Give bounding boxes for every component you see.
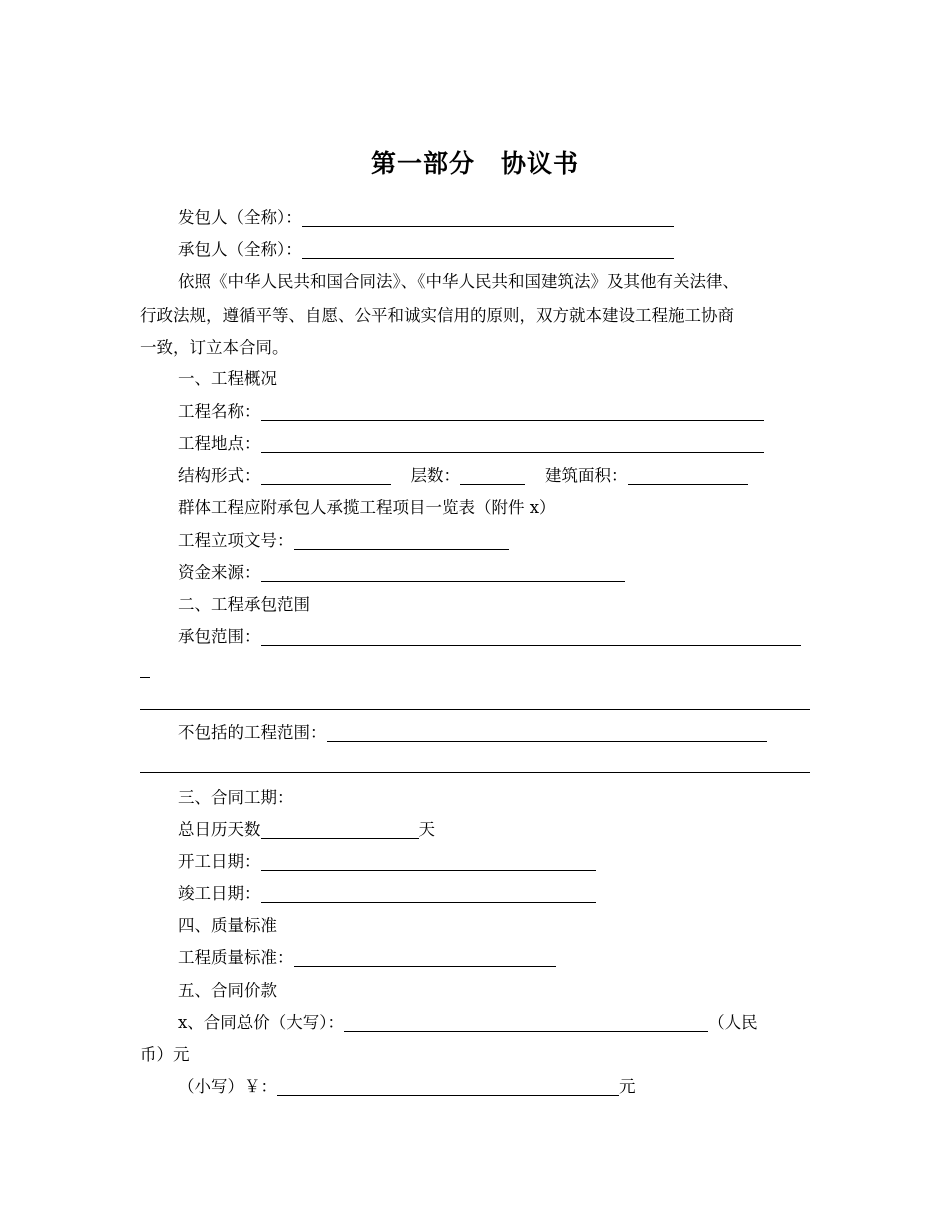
employer-blank[interactable]	[302, 209, 674, 227]
completion-date-row	[178, 884, 596, 904]
funding-blank[interactable]	[261, 564, 625, 582]
total-price-row	[178, 1013, 758, 1033]
funding-row	[178, 563, 625, 583]
quality-label: 工程质量标准：	[178, 948, 294, 967]
section5-heading: 五、合同价款	[178, 981, 277, 1000]
total-price-label: x、合同总价（大写）：	[178, 1013, 345, 1032]
lowercase-price-unit: 元	[619, 1077, 636, 1096]
contractor-row	[178, 240, 674, 260]
completion-date-label: 竣工日期：	[178, 884, 261, 903]
funding-label: 资金来源：	[178, 563, 261, 582]
scope-row	[178, 627, 801, 647]
quality-blank[interactable]	[294, 949, 556, 967]
area-blank[interactable]	[628, 467, 748, 485]
quality-row	[178, 948, 556, 968]
section3-heading: 三、合同工期：	[178, 788, 294, 807]
preamble-line-3: 一致，订立本合同。	[140, 338, 289, 357]
scope-continuation-line[interactable]	[140, 709, 810, 710]
total-price-blank[interactable]	[344, 1014, 708, 1032]
lowercase-price-row	[178, 1077, 636, 1097]
approval-no-blank[interactable]	[294, 532, 509, 550]
total-days-row	[178, 820, 435, 840]
approval-no-label: 工程立项文号：	[178, 531, 294, 550]
completion-date-blank[interactable]	[261, 885, 596, 903]
section2-heading: 二、工程承包范围	[178, 595, 310, 614]
project-name-blank[interactable]	[261, 403, 764, 421]
currency-part1: （人民	[708, 1013, 758, 1032]
total-days-blank[interactable]	[261, 821, 419, 839]
floors-label: 层数：	[410, 466, 460, 485]
start-date-label: 开工日期：	[178, 852, 261, 871]
employer-label: 发包人（全称）：	[178, 208, 302, 227]
floors-blank[interactable]	[460, 467, 525, 485]
scope-label: 承包范围：	[178, 627, 261, 646]
project-name-row	[178, 402, 764, 422]
currency-part2: 币）元	[140, 1045, 190, 1064]
contractor-blank[interactable]	[302, 241, 674, 259]
employer-row	[178, 208, 674, 228]
group-note: 群体工程应附承包人承揽工程项目一览表（附件 x）	[178, 498, 556, 517]
start-date-blank[interactable]	[261, 853, 596, 871]
start-date-row	[178, 852, 596, 872]
preamble-line-2: 行政法规，遵循平等、自愿、公平和诚实信用的原则，双方就本建设工程施工协商	[140, 306, 734, 325]
project-name-label: 工程名称：	[178, 402, 261, 421]
excluded-label: 不包括的工程范围：	[178, 723, 327, 742]
structure-label: 结构形式：	[178, 466, 261, 485]
structure-row	[178, 466, 748, 486]
scope-continuation-dash	[140, 677, 150, 678]
total-days-label: 总日历天数	[178, 820, 261, 839]
page-title: 第一部分 协议书	[370, 149, 579, 178]
area-label: 建筑面积：	[545, 466, 628, 485]
project-location-blank[interactable]	[261, 435, 764, 453]
scope-blank[interactable]	[261, 628, 801, 646]
total-days-unit: 天	[418, 820, 435, 839]
section4-heading: 四、质量标准	[178, 916, 277, 935]
excluded-continuation-line[interactable]	[140, 772, 810, 773]
structure-blank[interactable]	[261, 467, 391, 485]
excluded-row	[178, 723, 767, 743]
preamble-line-1: 依照《中华人民共和国合同法》、《中华人民共和国建筑法》及其他有关法律、	[178, 272, 739, 291]
lowercase-price-blank[interactable]	[277, 1078, 619, 1096]
section1-heading: 一、工程概况	[178, 369, 277, 388]
project-location-row	[178, 434, 764, 454]
lowercase-price-label: （小写）￥：	[178, 1077, 277, 1096]
project-location-label: 工程地点：	[178, 434, 261, 453]
contractor-label: 承包人（全称）：	[178, 240, 302, 259]
approval-no-row	[178, 531, 509, 551]
excluded-blank[interactable]	[327, 724, 767, 742]
